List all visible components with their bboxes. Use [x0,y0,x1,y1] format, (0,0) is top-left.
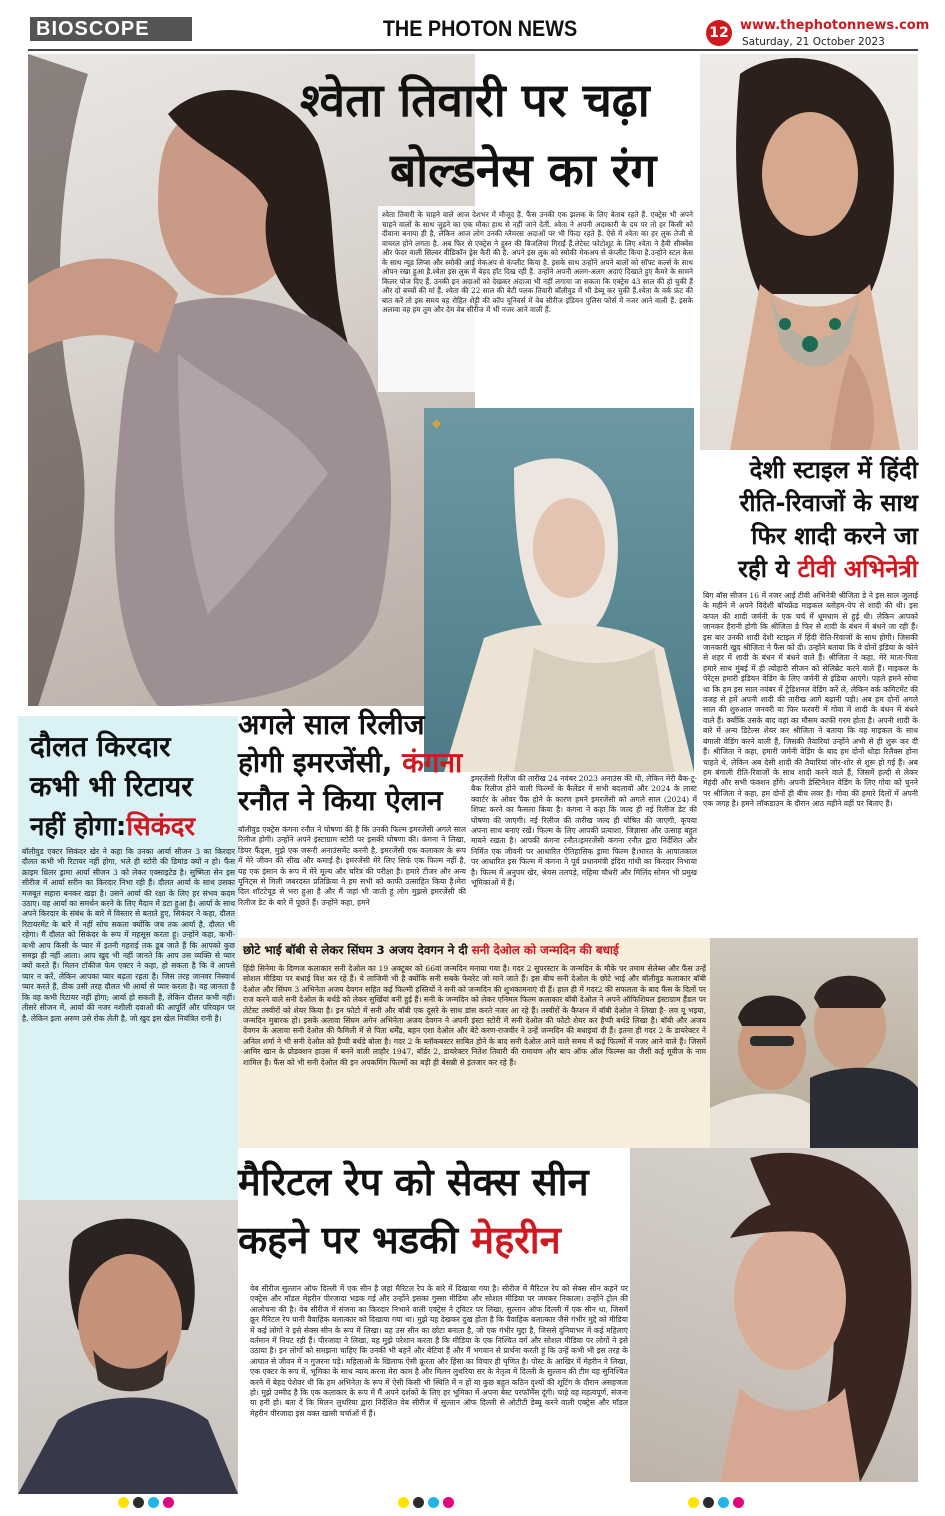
kangana-article-body-left: बॉलीवुड एक्ट्रेस कंगना रनौत ने घोषणा की है कि उनकी फिल्म इमरजेंसी अगले साल रिलीज होगी। उन्होंने अपने इंस्टाग्राम स्टोरी पर इसकी घोषणा की। कंगना ने लिखा, डियर फैंड्स, मुझे एक जरूरी अनाउंसमेंट करनी है, इमरजेंसी एक कलाकार के रूप में मेरे जीवन की सीख और कमाई है। इमरजेंसी मेरे लिए सिर्फ एक फिल्म नहीं है, यह एक इंसान के रूप में मेरे मूल्य और चरित्र की परीक्षा है। हमारे टीजर और अन्य यूनिट्स से मिली जबरदस्त प्रतिक्रिया ने हम सभी को काफी उत्साहित किया है।मेरा दिल शॉटटेयूड से भरा हुआ है और मैं जहां भी जाती हूं लोग मुझसे इमरजेंसी की रिलीज डेट के बारे में पूछते हैं। उन्होंने कहा, हमने [238,825,466,907]
shrijita-headline-prefix: रही ये [738,555,798,583]
sikandar-headline-line1: दौलत किरदार [30,730,171,763]
registration-mark [413,1497,424,1508]
shrijita-headline-line4 [700,553,918,586]
registration-mark [428,1497,439,1508]
shrijita-headline-line1: देशी स्टाइल में हिंदी [749,456,918,484]
shweta-headline-line2: बोल्डनेस का रंग [390,143,657,197]
masthead-title: THE PHOTON NEWS [382,16,578,41]
emergency-poster [424,408,694,772]
registration-mark [718,1497,729,1508]
sikandar-headline-highlight: सिकंदर [126,812,196,842]
kangana-headline-highlight: कंगना [402,746,463,779]
registration-mark [398,1497,409,1508]
shrijita-headline-line3: फिर शादी करने जा [751,522,918,550]
section-label: BIOSCOPE [36,18,150,40]
shrijita-headline-highlight: टीवी अभिनेत्री [797,555,918,583]
sunny-bobby-deol-photo [710,938,918,1148]
sunny-headline-prefix: छोटे भाई बॉबी से लेकर सिंघम 3 अजय देवगन ने दी [243,943,472,957]
header-rule [28,49,918,51]
kangana-headline-line3: रनौत ने किया ऐलान [238,784,443,817]
issue-date: Saturday, 21 October 2023 [742,36,885,48]
mehreen-headline-line2 [238,1214,561,1266]
sikandar-kher-photo [18,1200,238,1494]
shweta-headline-line1: श्वेता तिवारी पर चढ़ा [300,73,650,127]
registration-mark [148,1497,159,1508]
shrijita-article-body: बिग बॉस सीजन 16 में नजर आईं टीवी अभिनेत्री श्रीजिता डे ने इस साल जुलाई के महीने में अपने विदेशी बॉयफ्रेंड माइकल ब्लोहम-पेप से शादी की थी। इस कपल की शादी जर्मनी के एक चर्च में धूमधाम से हुई थी। लेकिन आपको जानकर हैरानी होगी कि श्रीजिता डे फिर से शादी के बंधन में बंधने जा रही हैं। इस बार उनकी शादी देशी स्टाइल में हिंदी रीति-रिवाजों के साथ होगी। जिसकी जानकारी खुद श्रीजिता ने फैंस को दी। उन्होंने बताया कि वे दोनों इंडिया के कोने से शहर में शादी के बंधन में बंधने वाले हैं। श्रीजिता ने कहा, मेरे माता-पिता हमारे साथ मुंबई में ही त्योहारी सीजन को सेलिब्रेट करने वाले हैं। माइकल के पेरेंट्स हमारी इंडियन वेडिंग के लिए जर्मनी से इंडिया आएंगे। पहले हमने सोचा था कि हम इस साल नवंबर में ट्रेडिशनल वेडिंग करें ले, लेकिन वर्क कमिटमेंट की वजह से हमें अपनी शादी की तारीख आगे बढ़ानी पड़ी। अब हम दोनों अगले साल की शुरुआत जनवरी या फिर फरवरी में गोवा में शादी के बंधन में बंधने वाले हैं। क्योंकि उसके बाद वहां का मौसम काफी गरम होता है। अपनी शादी के बारे में अन्य डिटेल्स शेयर कर श्रीजिता ने बताया कि वह माइकल के साथ बंगाली वेडिंग करने वाली हैं, जिसकी तैयारियां उन्होंने अभी से ही शुरू कर दी हैं। श्रीजिता ने कहा, हमारी जर्मनी वेडिंग के बाद हम दोनों थोड़ा रिलैक्स होना चाहते थे, लेकिन अब देसी शादी की तैयारियां जोर-शोर से शुरू हो गई हैं। अब हम बंगाली रीति-रिवाजों के साथ शादी करने वाले हैं, जिसमें हल्दी से लेकर मेहंदी और सभी फंक्शन होंगे। अपनी डेस्टिनेशन वेडिंग के लिए गोवा को चुनने पर श्रीजिता ने कहा, हम दोनों ही बीच लवर हैं। गोवा की हमारे दिलों में अपनी एक जगह है। हमने लॉकडाउन के दौरान आठ महीने वहीं पर बिताए हैं। [703,591,918,809]
mehreen-headline-prefix: कहने पर भडकी [238,1218,472,1262]
registration-mark [703,1497,714,1508]
sikandar-article-body: बॉलीवुड एक्टर सिकंदर खेर ने कहा कि उनका आर्या सीजन 3 का किरदार दौलत कभी भी रिटायर नहीं होगा, भले ही स्टोरी की डिमांड क्यों न हो। फैंस क्राइम थ्रिलर ड्रामा आर्या सीजन 3 को लेकर एक्साइटेड है। सुष्मिता सेन इस सीरीज में आर्या सरीन का किरदार निभा रही हैं। दौलत आर्या के साथ उसका मजबूत सहारा बनकर खड़ा है। उसने आर्या की रक्षा के लिए हर संभव कदम उठाए। वह आर्या का समर्थन करने के लिए मैदान में डटा हुआ है। आर्या के साथ अपने किरदार के संबंध के बारे में विस्तार से बताते हुए, सिकंदर ने कहा, दौलत रिटायरमेंट के बारे में नहीं सोच सकता क्योंकि जब तक आर्या है, दौलत भी रहेगा। मैं दौलत को सिकंदर के रूप में महसूस करता हूं। उन्होंने कहा, कभी-कभी आप किसी के प्यार में इतनी गहराई तक डूब जाते हैं कि आपको कुछ समझ ही नहीं आता। आप खुद भी नहीं जानते कि आप उस व्यक्ति से प्यार क्यों करते हैं। मिलन टॉकीज फेम एक्टर ने कहा, हो सकता है कि वे आपसे प्यार न करें, लेकिन आपका प्यार बढ़ता रहता है। जिस तरह जानवर निस्वार्थ प्यार करते हैं, ठीक उसी तरह दौलत भी आर्या से प्यार करता है। वह जानता है कि वह कभी रिटायर नहीं होगा; आर्या हो सकती है, लेकिन दौलत कभी नहीं। तीसरे सीजन में, आर्या की नजर नशीली दवाओं की आपूर्ति और परिवहन पर है, लेकिन इला अरुण उसे रोक लेती है, जो खुद इस खेल नियंत्रित रानी है। [22,847,235,1023]
shweta-article-body: श्वेता तिवारी के चाहने वाले आज देशभर में मौजूद हैं. फैंस उनकी एक झलक के लिए बेताब रहते हैं. एक्ट्रेस भी अपने चाहने वालों के साथ जुड़ने का एक मौका हाथ से नहीं जाने देतीं. श्वेता ने अपनी अदाकारी के दम पर तो हर किसी को दीवाना बनाया ही है, लेकिन आज लोग उनकी ग्लैमरस अदाओं पर भी फिदा रहते हैं. ऐसे में श्वेता का हर लुक तेजी से वायरल होने लगता है. अब फिर से एक्ट्रेस ने हुस्न की बिजलियां गिराईं हैं.लेटेस्ट फोटोशूट के लिए श्वेता ने हैवी सीक्वेंस और फेदर वाली सिल्वर वीडिकॉन ड्रेस कैरी की है. अपने इस लुक को स्मोकी मेकअप से कंप्लीट किया है.उन्होंने स्टल केस के साथ न्यूड लिप्स और स्मोकी आई मेकअप से कंप्लीट किया है. इसके साथ उन्होंने अपने बालों को सॉफ्ट कर्ल्स के साथ ओपन रखा हुआ है.श्वेता इस लुक में बेहद हॉट दिख रही हैं. उन्होंने अपनी अलग-अलग अदाएं दिखाते हुए कैमरे के सामने किलर पोज दिए हैं. उनकी इन अदाओं को देखकर अंदाजा भी नहीं लगाया जा सकता कि एक्ट्रेस 43 साल की हो चुकी हैं और दो बच्चों की मां हैं. श्वेता की 22 साल की बेटी पलक तिवारी बॉलीवुड में भी डेब्यू कर चुकी हैं.श्वेता के वर्क फ्रंट की बात करें तो इस समय वह रोहित शेट्टी की कॉप यूनिवर्स में वेब सीरीज इंडियन पुलिस फोर्स में नजर आने वाली हैं. इसके अलावा वह हम तुम और देम वेब सीरीज में भी नजर आने वाली हैं. [382,210,693,314]
sunny-article-body: हिंदी सिनेमा के दिग्गज कलाकार सनी देओल का 19 अक्टूबर को 66वां जन्मदिन मनाया गया है। गदर 2 सुपरस्टार के जन्मदिन के मौके पर तमाम सेलेब्स और फैंस उन्हें सोशल मीडिया पर बधाई विश कर रहे हैं। ये लाजिमी भी है क्योंकि सनी सबके फेवरेट जो माने जाते हैं। इस बीच सनी देओल के छोटे भाई और बॉलीवुड कलाकार बॉबी देओल और सिंघम 3 अभिनेता अजय देवगन सहित कई फिल्मी हस्तियों ने सनी को जन्मदिन की शुभकामनाएं दी हैं। हाल ही में गदर2 की सफलता के बाद फैंस के दिलों पर राज करने वाले सनी देओल के बर्थडे को लेकर सुर्खियां बनी हुई हैं। सनी के जन्मदिन को लेकर एनिमल फिल्म कलाकार बॉबी देओल ने अपने ऑफिशियल इंस्टाग्राम हैंडल पर लेटेस्ट तस्वीरों को शेयर किया है। इन फोटो में सनी और बॉबी एक दूसरे के साथ डांस करते नजर आ रहे हैं। तस्वीरों के कैप्शन में बॉबी देओल ने लिखा है- लव यू भइया, जन्मदिन मुबारक हो। इसके अलावा सिंघम अगेन अभिनेता अजय देवगन ने अपनी इंस्टा स्टोरी में सनी देओल की फोटो शेयर कर हैप्पी बर्थडे लिखा है। बॉबी और अजय देवगन के अलावा सनी देओल की फैमिली में से पिता धर्मेंद्र, बहन एशा देओल और बेटे करण-राजवीर ने उन्हें जन्मदिन की बधाइयां दी हैं। इतना ही गदर 2 के डायरेक्टर ने अनिल शर्मा ने भी सनी देओल को हैप्पी बर्थडे बोला है। गदर 2 के ब्लॉकबस्टर साबित होने के बाद सनी देओल आने वाले समय में कई फिल्मों में नजर आने वाले हैं। जिसमें आमिर खान के प्रोडक्शन हाउस में बनने वाली लाहौर 1947, बॉर्डर 2, डायरेक्टर नितेश तिवारी की रामायण और बाप ऑफ ऑल फिल्म्स का जैसी कई मूवीज के नाम शामिल हैं। फैंस को भी सनी देओल की इन अपकमिंग फिल्मों का बड़ी ही बेसब्री से इंतजार कर रहे हैं। [243,964,706,1067]
shrijita-headline-line2: रीति-रिवाजों के साथ [739,489,918,517]
sikandar-headline-line2: कभी भी रिटायर [30,770,193,803]
registration-mark [443,1497,454,1508]
mehreen-headline-highlight: मेहरीन [471,1218,561,1262]
website-link[interactable]: www.thephotonnews.com [740,18,930,33]
shrijita-de-photo [700,54,918,450]
sunny-headline-highlight: सनी देओल को जन्मदिन की बधाई [471,943,619,957]
kangana-headline-prefix: होगी इमरजेंसी, [238,746,403,779]
registration-mark [688,1497,699,1508]
mehreen-pirzada-photo [630,1148,918,1482]
page-number: 12 [709,25,729,41]
registration-mark [163,1497,174,1508]
mehreen-headline-line1: मैरिटल रेप को सेक्स सीन [238,1160,589,1204]
poster-logo-icon: ◆ [432,416,442,430]
sikandar-headline-prefix: नहीं होगा: [30,812,127,842]
kangana-article-body-right: इमरजेंसी रिलीज की तारीख 24 नवंबर 2023 अनाउंस की थी, लेकिन मेरी बैक-टू-बैक रिलीज होने वाली फिल्मों के कैलेंडर में सभी बदलावों और 2024 के लास्ट क्वार्टर के ओवर पैक होने के कारण हमने इमरजेंसी को अगले साल (2024) में शिफ्ट करने का फैसला किया है। कंगना ने कहा कि जल्द ही नई रिलीज डेट की घोषणा की जाएगी। नई रिलीज की तारीख जल्द ही घोषित की जाएगी, कृपया अपना साथ बनाए रखें। फिल्म के लिए आपकी प्रत्याशा, जिज्ञासा और उत्साह बहुत मायने रखता है। आपकी कंगना रनौत।इमरजेंसी कंगना रनौत द्वारा निर्देशित और निर्मित एक जीवनी पर आधारित ऐतिहासिक ड्रामा फिल्म है।भारत के आपातकाल पर आधारित इस फिल्म में कंगना ने पूर्व प्रधानमंत्री इंदिरा गांधी का किरदार निभाया है। फिल्म में अनुपम खेर, श्रेयस तलपड़े, महिमा चौधरी और मिलिंद सोमन भी प्रमुख भूमिकाओं में हैं। [471,774,697,888]
kangana-headline-line2 [238,744,462,782]
kangana-headline-line1: अगले साल रिलीज [238,708,425,741]
sunny-headline [243,941,703,960]
sikandar-headline-line3 [30,808,195,846]
mehreen-article-body: वेब सीरीज सुल्तान ऑफ दिल्ली में एक सीन है जहां मैरिटल रेप के बारे में दिखाया गया है। सीरीज में मैरिटल रेप को सेक्स सीन कहने पर एक्ट्रेस और मॉडल मेहरीन पीरजादा भड़क गई और उन्होंने इसका गुस्सा मीडिया और सोशल मीडिया पर जमकर निकाला। उन्होंने ट्रोल की आलोचना की है। वेब सीरीज में संजना का किरदार निभाने वाली एक्ट्रेस ने ट्विटर पर लिखा, सुल्तान ऑफ दिल्ली में एक सीन था, जिसमें क्रूर मैरिटल रेप यानी वैवाहिक बलात्कार को दिखाया गया था। मुझे यह देखकर दुख होता है कि वैवाहिक बलात्कार जैसे गंभीर मुद्दे को मीडिया में कई लोगों ने इसे सेक्स सीन के रूप में लिखा। यह उस सीन का छोटा बनाता है, जो एक गंभीर मुद्दा है, जिससे दुनियाभर में कई महिलाएं वर्तमान में निपट रही हैं। पीरजादा ने लिखा, यह मुझे परेशान करता है कि मीडिया के एक निश्चित वर्ग और सोशल मीडिया पर लोगों ने इसे उठाया है। इन लोगों को समझना चाहिए कि उनकी भी बहनें और बेटियां हैं और मैं भगवान से प्रार्थना करती हूं कि उन्हें कभी भी इस तरह के आघात से जीवन में न गुजरना पड़े। महिलाओं के खिलाफ ऐसी क्रूरता और हिंसा का विचार ही घृणित है। पोस्ट के आखिर में मेहरीन ने लिखा, एक एक्टर के रूप में, भूमिका के साथ न्याय करना मेरा काम है और मिलन लुथरिया सर के नेतृत्व में दिल्ली के सुल्तान की टीम यह सुनिश्चित करने में बेहद पेशेवर थी कि हम अभिनेता के रूप में ऐसी किसी भी स्थिति में न हों या कुछ बहुत कठिन दृश्यों की शूटिंग के दौरान असहजता हो। मुझे उम्मीद है कि एक कलाकार के रूप में मैं अपने दर्शकों के लिए हर भूमिका में अपना बेस्ट परफॉर्मेंस दूंगी। चाहे वह महत्वपूर्ण, संजना या हनी हो। बता दें कि मिलन लुथरिया द्वारा निर्देशित वेब सीरीज में सुल्तान ऑफ दिल्ली से ओटीटी डेब्यू करने वाली एक्ट्रेस और मॉडल मेहरीन पीरजादा इस वक्त खासी चर्चाओं में हैं। [250,1284,628,1418]
registration-mark [118,1497,129,1508]
registration-mark [733,1497,744,1508]
registration-mark [133,1497,144,1508]
